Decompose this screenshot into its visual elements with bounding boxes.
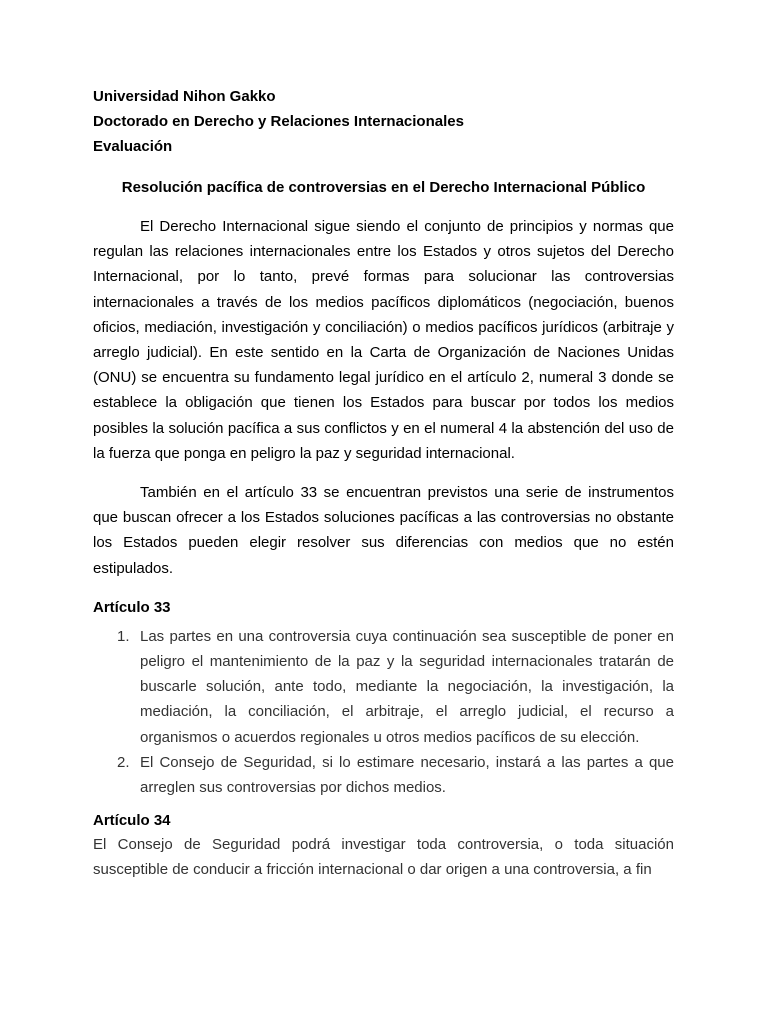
article-34-heading: Artículo 34 (93, 812, 171, 830)
article-33-list (93, 624, 674, 800)
paragraph-intro: El Derecho Internacional sigue siendo el conjunto de principios y normas que regulan las relaciones internacionales entre los Estados y otros sujetos del Derecho Internacional, por lo tanto, prevé formas para solucionar las controversias internacionales a través de los medios pacíficos diplomáticos (negociación, buenos oficios, mediación, investigación y conciliación) o medios pacíficos jurídicos (arbitraje y arreglo judicial). En este sentido en la Carta de Organización de Naciones Unidas (ONU) se encuentra su fundamento legal jurídico en el artículo 2, numeral 3 donde se establece la obligación que tienen los Estados para buscar por todos los medios posibles la solución pacífica a sus conflictos y en el numeral 4 la abstención del uso de la fuerza que ponga en peligro la paz y seguridad internacional. (93, 218, 674, 462)
university-name: Universidad Nihon Gakko (93, 88, 276, 105)
paragraph-article33-intro: También en el artículo 33 se encuentran previstos una serie de instrumentos que buscan ofrecer a los Estados soluciones pacíficas a las controversias no obstante los Estados pueden elegir resolver sus diferencias con medios que no estén estipulados. (93, 484, 674, 577)
document-title: Resolución pacífica de controversias en el Derecho Internacional Público (121, 179, 646, 196)
article-34-text: El Consejo de Seguridad podrá investigar toda controversia, o toda situación susceptible de conducir a fricción internacional o dar origen a una controversia, a fin (93, 836, 674, 879)
list-item-number: 2. (117, 753, 130, 771)
document-page (93, 84, 674, 883)
list-item-text: Las partes en una controversia cuya continuación sea susceptible de poner en peligro el mantenimiento de la paz y la seguridad internacionales tratarán de buscarle solución, ante todo, mediante la negociación, la investigación, la mediación, la conciliación, el arbitraje, el arreglo judicial, el recurso a organismos o acuerdos regionales u otros medios pacíficos de su elección. (140, 627, 674, 746)
program-name: Doctorado en Derecho y Relaciones Internacionales (93, 113, 464, 130)
evaluation-label: Evaluación (93, 138, 173, 155)
list-item-text: El Consejo de Seguridad, si lo estimare necesario, instará a las partes a que arreglen sus controversias por dichos medios. (140, 753, 674, 797)
article-33-heading: Artículo 33 (93, 598, 171, 616)
list-item-number: 1. (117, 627, 130, 645)
list-item (93, 624, 674, 750)
list-item (93, 750, 674, 800)
